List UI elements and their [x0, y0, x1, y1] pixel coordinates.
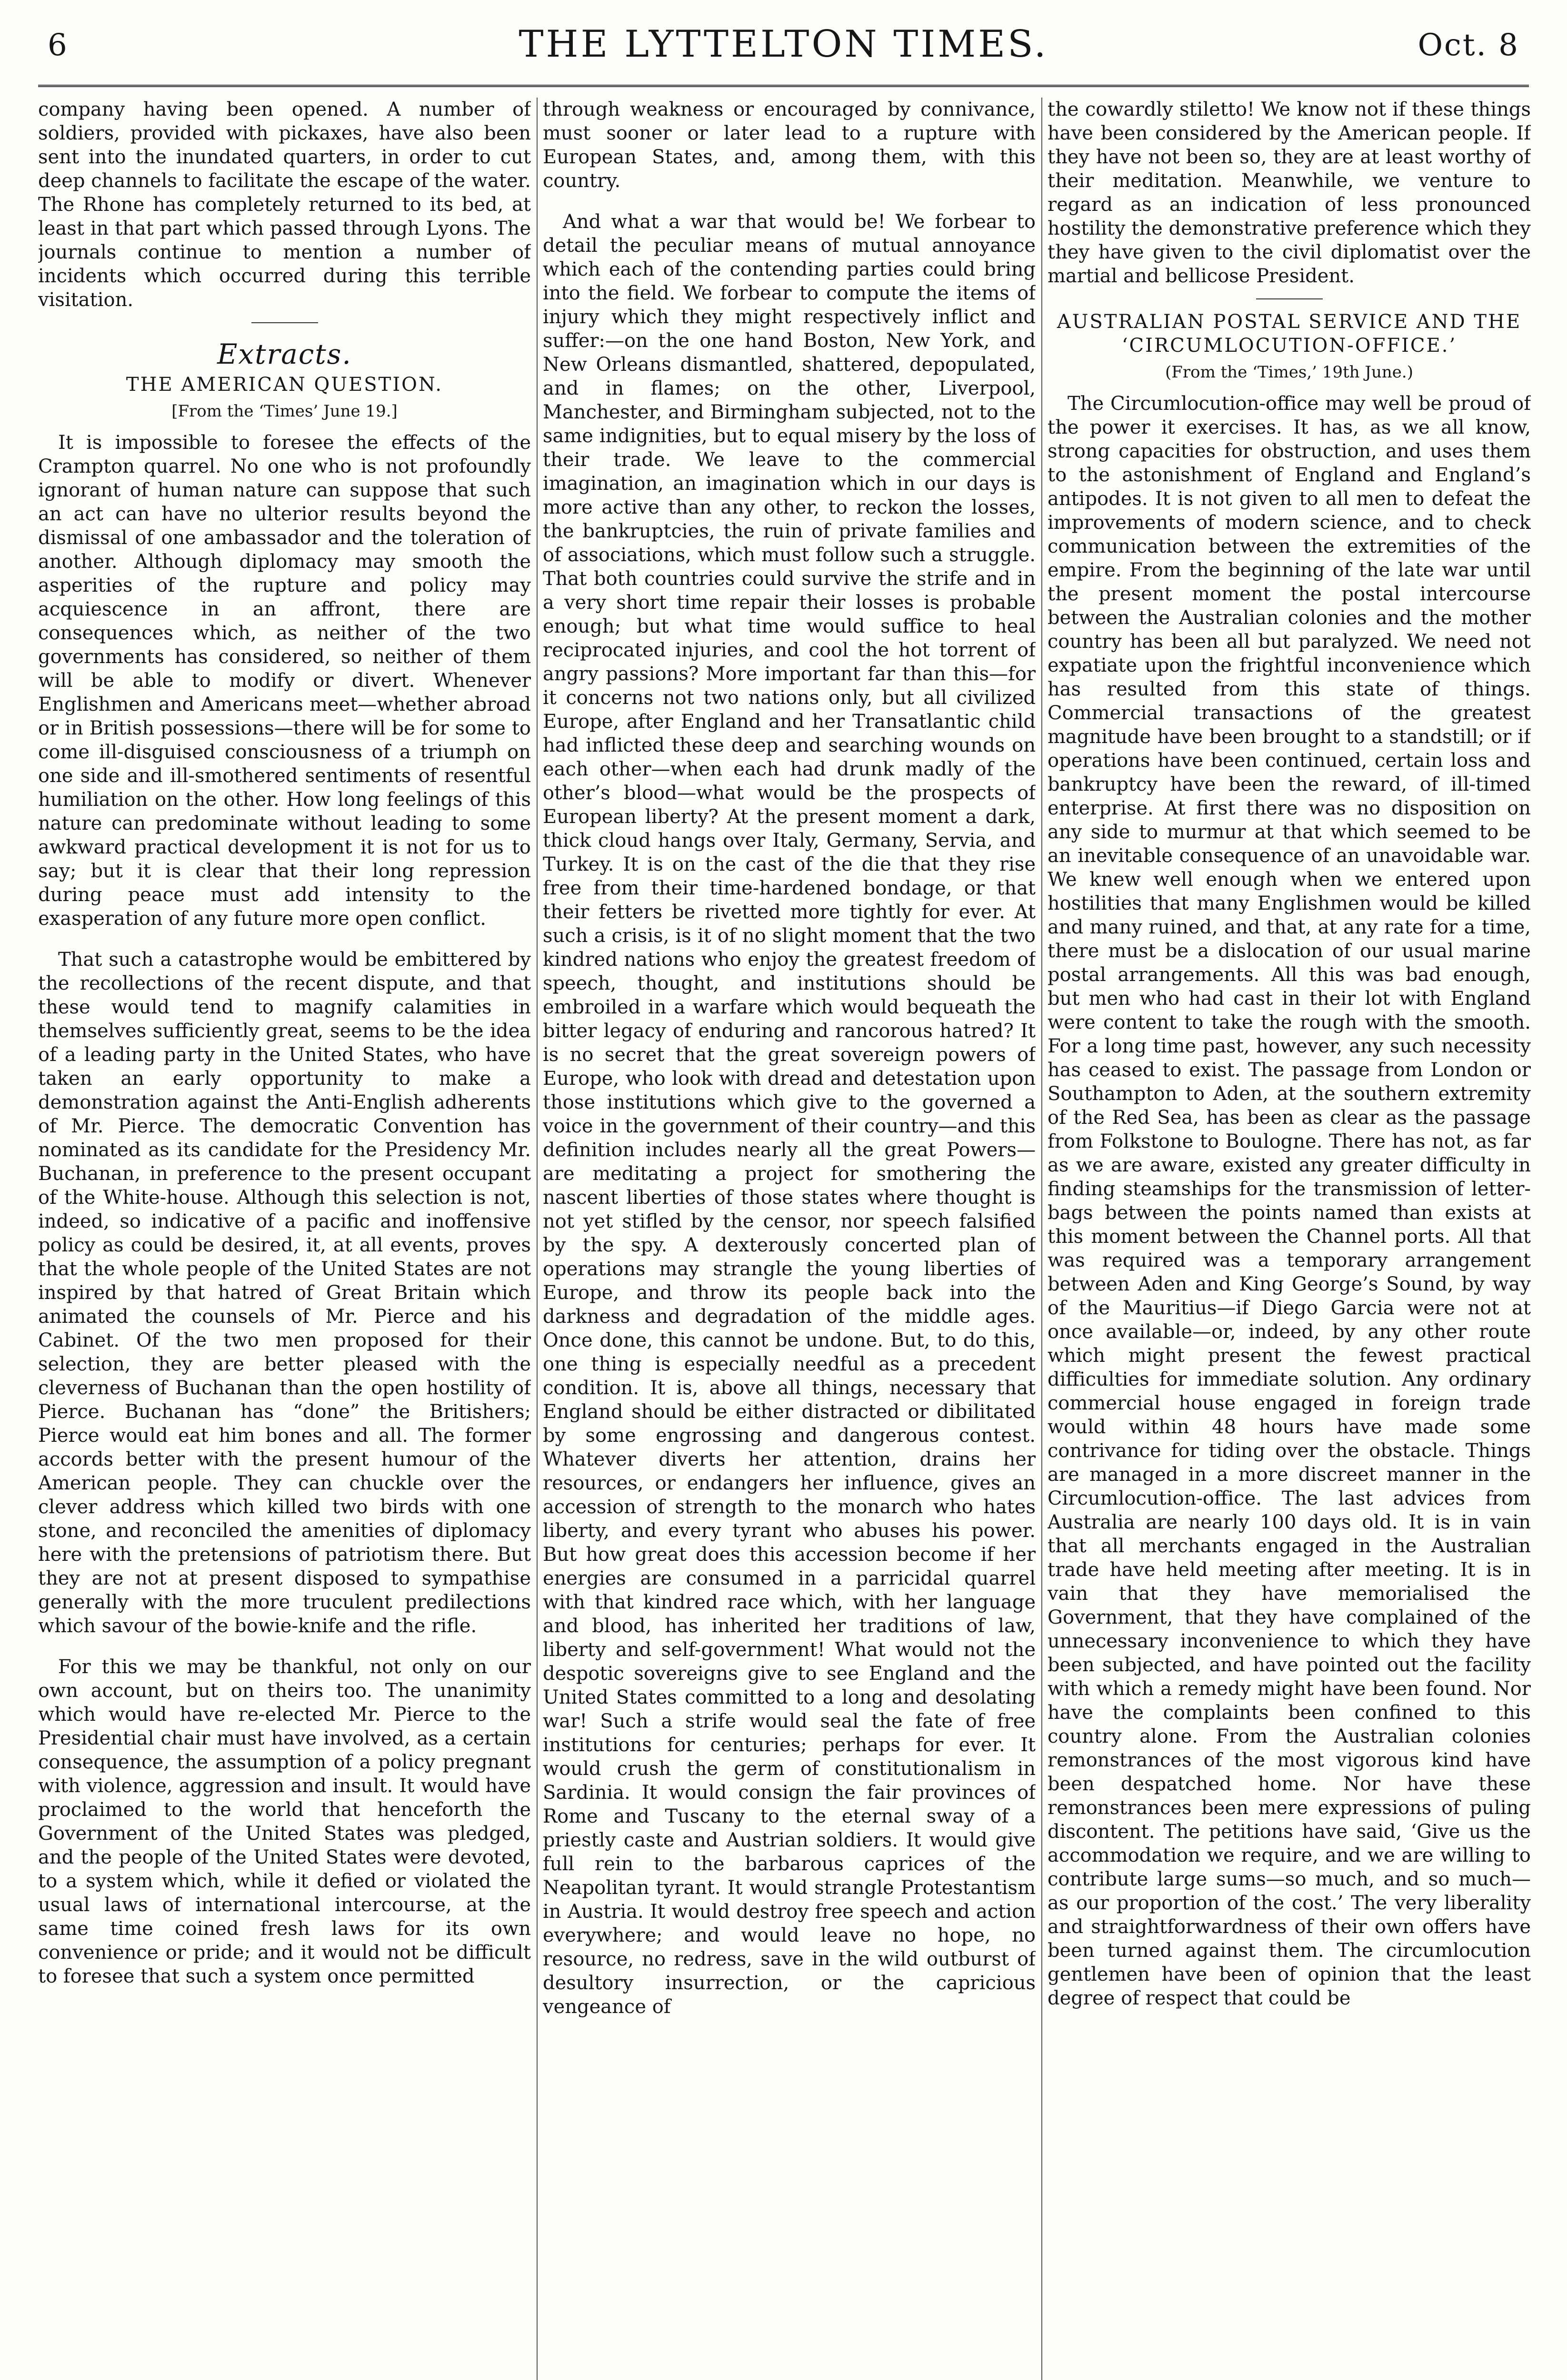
paragraph: the cowardly stiletto! We know not if these things have been considered by the American people. If they have not been so, they are at least worthy of their meditation. Meanwhile, we venture to regard as an indication of less pronounced hostility the demonstrative preference which they they have given to the civil diplomatist over the martial and bellicose President.	[1048, 99, 1531, 287]
section-heading: Extracts.	[217, 338, 352, 370]
issue-date: Oct. 8	[1417, 28, 1519, 63]
paragraph: company having been opened. A number of soldiers, provided with pickaxes, have also been sent into the inundated quarters, in order to cut deep channels to facilitate the escape of the water. The Rhone has completely returned to its bed, at least in that part which passed through Lyons. The journals continue to mention a number of incidents which occurred during this terrible visitation.	[38, 99, 531, 311]
paragraph: For this we may be thankful, not only on our own account, but on theirs too. The unanimity which would have re-elected Mr. Pierce to the Presidential chair must have involved, as a certain consequence, the assumption of a policy pregnant with violence, aggression and insult. It would have proclaimed to the world that henceforth the Government of the United States was pledged, and the people of the United States were devoted, to a system which, while it defied or violated the usual laws of international intercourse, at the same time coined fresh laws for its own convenience or pride; and it would not be difficult to foresee that such a system once permitted	[38, 1656, 531, 1987]
column-divider	[537, 98, 538, 2380]
column-3	[1048, 98, 1531, 2380]
paragraph: And what a war that would be! We forbear to detail the peculiar means of mutual annoyance which each of the contending parties could bring into the field. We forbear to compute the items of injury which they might respectively inflict and suffer:—on the one hand Boston, New York, and New Orleans dismantled, shattered, depopulated, and in flames; on the other, Liverpool, Manchester, and Birmingham subjected, not to the same indignities, but to equal misery by the loss of their trade. We leave to the commercial imagination, an imagination which in our days is more active than any other, to reckon the losses, the bankruptcies, the ruin of private families and of associations, which must follow such a struggle. That both countries could survive the strife and in a very short time repair their losses is probable enough; but what time would suffice to heal reciprocated injuries, and cool the hot torrent of angry passions? More important far than this—for it concerns not two nations only, but all civilized Europe, after England and her Transatlantic child had inflicted these deep and searching wounds on each other—when each had drunk madly of the other’s blood—what would be the prospects of European liberty? At the present moment a dark, thick cloud hangs over Italy, Germany, Servia, and Turkey. It is on the cast of the die that they rise free from their time-hardened bondage, or that their fetters be rivetted more tightly for ever. At such a crisis, is it of no slight moment that the two kindred nations who enjoy the greatest freedom of speech, thought, and institutions should be embroiled in a warfare which would bequeath the bitter legacy of enduring and rancorous hatred? It is no secret that the great sovereign powers of Europe, who look with dread and detestation upon those institutions which give to the governed a voice in the government of their country—and this definition includes nearly all the great Powers—are meditating a project for smothering the nascent liberties of those states where thought is not yet stifled by the censor, nor speech falsified by the spy. A dexterously concerted plan of operations may strangle the young liberties of Europe, and throw its people back into the darkness and degradation of the middle ages. Once done, this cannot be undone. But, to do this, one thing is especially needful as a precedent condition. It is, above all things, necessary that England should be either distracted or dibilitated by some engrossing and dangerous contest. Whatever diverts her attention, drains her resources, or endangers her influence, gives an accession of strength to the monarch who hates liberty, and every tyrant who abuses his power. But how great does this accession become if her energies are consumed in a parricidal quarrel with that kindred race which, with her language and blood, has inherited her traditions of law, liberty and self-government! What would not the despotic sovereigns give to see England and the United States committed to a long and desolating war! Such a strife would seal the fate of free institutions for centuries; perhaps for ever. It would crush the germ of constitutionalism in Sardinia. It would consign the fair provinces of Rome and Tuscany to the eternal sway of a priestly caste and Austrian soldiers. It would give full rein to the barbarous caprices of the Neapolitan tyrant. It would strangle Protestantism in Austria. It would destroy free speech and action everywhere; and would leave no hope, no resource, no redress, save in the wild outburst of desultory insurrection, or the capricious vengeance of	[543, 211, 1036, 2018]
page-number: 6	[48, 28, 67, 63]
masthead-rule	[38, 85, 1529, 87]
column-1	[38, 98, 531, 2380]
paragraph: That such a catastrophe would be embittered by the recollections of the recent dispute, and that these would tend to magnify calamities in themselves sufficiently great, seems to be the idea of a leading party in the United States, who have taken an early opportunity to make a demonstration against the Anti-English adherents of Mr. Pierce. The democratic Convention has nominated as its candidate for the Presidency Mr. Buchanan, in preference to the present occupant of the White-house. Although this selection is not, indeed, so indicative of a pacific and inoffensive policy as could be desired, it, at all events, proves that the whole people of the United States are not inspired by that hatred of Great Britain which animated the counsels of Mr. Pierce and his Cabinet. Of the two men proposed for their selection, they are better pleased with the cleverness of Buchanan than the open hostility of Pierce. Buchanan has “done” the Britishers; Pierce would eat him bones and all. The former accords better with the present humour of the American people. They can chuckle over the clever address which killed two birds with one stone, and reconciled the amenities of diplomacy here with the pretensions of patriotism there. But they are not at present disposed to sympathise generally with the more truculent predilections which savour of the bowie-knife and the rifle.	[38, 949, 531, 1637]
paragraph: through weakness or encouraged by connivance, must sooner or later lead to a rupture with European States, and, among them, with this country.	[543, 99, 1036, 192]
article-source: (From the ‘Times,’ 19th June.)	[1165, 363, 1413, 382]
article-source: [From the ‘Times’ June 19.]	[171, 402, 398, 421]
paragraph: It is impossible to foresee the effects of the Crampton quarrel. No one who is not profoundly ignorant of human nature can suppose that such an act can have no ulterior results beyond the dismissal of one ambassador and the toleration of another. Although diplomacy may smooth the asperities of the rupture and policy may acquiescence in an affront, there are consequences which, as neither of the two governments has considered, so neither of them will be able to modify or divert. Whenever Englishmen and Americans meet—whether abroad or in British possessions—there will be for some to come ill-disguised consciousness of a triumph on one side and ill-smothered sentiments of resentful humiliation on the other. How long feelings of this nature can predominate without leading to some awkward practical development it is not for us to say; but it is clear that their long repression during peace must add intensity to the exasperation of any future more open conflict.	[38, 432, 531, 930]
article-title: AUSTRALIAN POSTAL SERVICE AND THE ‘CIRCUMLOCUTION-OFFICE.’	[1057, 311, 1522, 357]
paragraph: The Circumlocution-office may well be proud of the power it exercises. It has, as we all know, strong capacities for obstruction, and uses them to the astonishment of England and England’s antipodes. It is not given to all men to defeat the improvements of modern science, and to check communication between the extremities of the empire. From the beginning of the late war until the present moment the postal intercourse between the Australian colonies and the mother country has been all but paralyzed. We need not expatiate upon the frightful inconvenience which has resulted from this state of things. Commercial transactions of the greatest magnitude have been brought to a standstill; or if operations have been continued, certain loss and bankruptcy have been the reward, of ill-timed enterprise. At first there was no disposition on any side to murmur at that which seemed to be an inevitable consequence of an unavoidable war. We knew well enough when we entered upon hostilities that many Englishmen would be killed and many ruined, and that, at any rate for a time, there must be a dislocation of our usual marine postal arrangements. All this was bad enough, but men who had cast in their lot with England were content to take the rough with the smooth. For a long time past, however, any such necessity has ceased to exist. The passage from London or Southampton to Aden, at the southern extremity of the Red Sea, has been as clear as the passage from Folkstone to Boulogne. There has not, as far as we are aware, existed any greater difficulty in finding steamships for the transmission of letter-bags between the points named than exists at this moment between the Channel ports. All that was required was a temporary arrangement between Aden and King George’s Sound, by way of the Mauritius—if Diego Garcia were not at once available—or, indeed, by any other route which might present the fewest practical difficulties for immediate solution. Any ordinary commercial house engaged in foreign trade would within 48 hours have made some contrivance for tiding over the obstacle. Things are managed in a more discreet manner in the Circumlocution-office. The last advices from Australia are nearly 100 days old. It is in vain that all merchants engaged in the Australian trade have held meeting after meeting. It is in vain that they have memorialised the Government, that they have complained of the unnecessary inconvenience to which they have been subjected, and have pointed out the facility with which a remedy might have been found. Nor have the complaints been confined to this country alone. From the Australian colonies remonstrances of the most vigorous kind have been despatched home. Nor have these remonstrances been mere expressions of puling discontent. The petitions have said, ‘Give us the accommodation we require, and we are willing to contribute large sums—so much, and so much—as our proportion of the cost.’ The very liberality and straightforwardness of their own offers have been turned against them. The circumlocution gentlemen have been of opinion that the least degree of respect that could be	[1048, 393, 1531, 2009]
newspaper-title: THE LYTTELTON TIMES.	[519, 23, 1048, 66]
column-divider	[1041, 98, 1042, 2380]
section-rule	[251, 322, 318, 323]
article-title: THE AMERICAN QUESTION.	[126, 374, 443, 396]
column-2	[543, 98, 1036, 2380]
article-rule	[1256, 298, 1323, 299]
masthead	[38, 19, 1529, 81]
